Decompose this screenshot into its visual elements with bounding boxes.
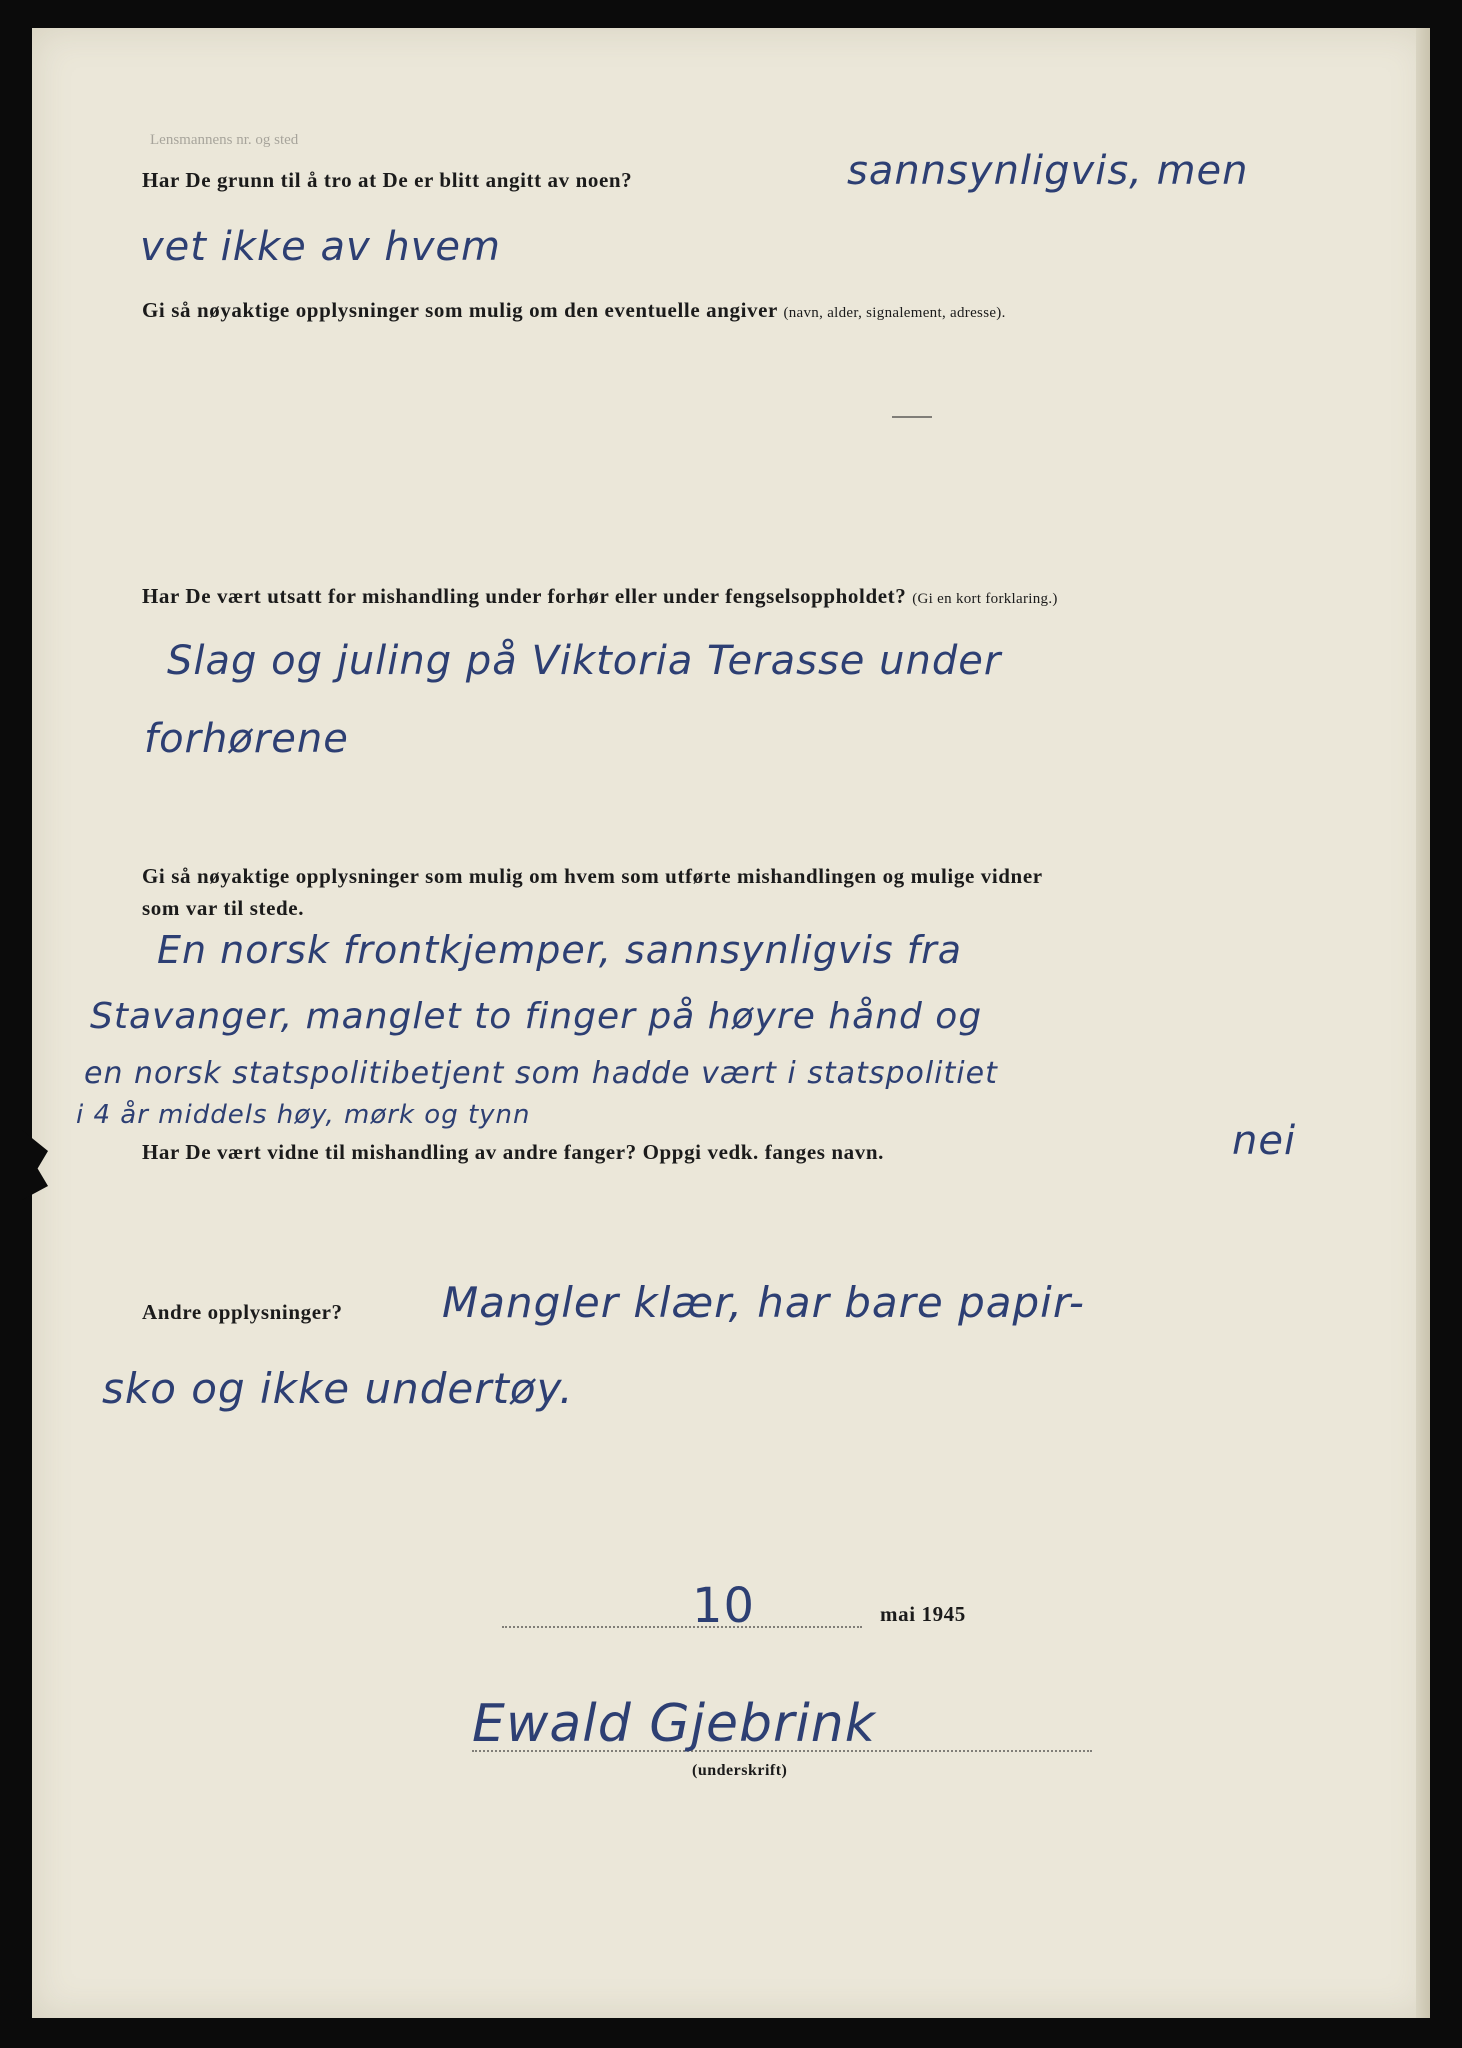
- date-month-year: mai 1945: [880, 1602, 966, 1626]
- answer-perpetrators-line4: i 4 år middels høy, mørk og tynn: [76, 1100, 531, 1130]
- answer-witness: nei: [1232, 1118, 1297, 1164]
- question-informant-text: Gi så nøyaktige opplysninger som mulig om den eventuelle angiver: [142, 298, 778, 322]
- margin-note: Lensmannens nr. og sted: [150, 132, 299, 148]
- answer-mistreatment-line1: Slag og juling på Viktoria Terasse under: [167, 638, 1002, 684]
- signature: Ewald Gjebrink: [472, 1694, 876, 1754]
- answer-perpetrators-line2: Stavanger, manglet to finger på høyre hånd og: [90, 996, 983, 1037]
- answer-other-info-line1: Mangler klær, har bare papir-: [442, 1278, 1085, 1327]
- question-perpetrators-line1: Gi så nøyaktige opplysninger som mulig om hvem som utførte mishandlingen og mulige vidner: [142, 864, 1043, 888]
- answer-denounced-line1: sannsynligvis, men: [847, 148, 1249, 194]
- question-denounced: Har De grunn til å tro at De er blitt angitt av noen?: [142, 168, 633, 192]
- answer-denounced-line2: vet ikke av hvem: [140, 224, 501, 270]
- question-informant-note: (navn, alder, signalement, adresse).: [783, 305, 1006, 321]
- answer-perpetrators-line1: En norsk frontkjemper, sannsynligvis fra: [157, 928, 963, 972]
- date-line: [502, 1626, 862, 1628]
- question-witness: Har De vært vidne til mishandling av andre fanger? Oppgi vedk. fanges navn.: [142, 1140, 884, 1164]
- question-mistreatment: [142, 584, 1058, 609]
- date-day: 10: [692, 1578, 756, 1634]
- question-mistreatment-note: (Gi en kort forklaring.): [912, 591, 1058, 607]
- question-mistreatment-text: Har De vært utsatt for mishandling under forhør eller under fengselsoppholdet?: [142, 584, 907, 608]
- question-other-info: Andre opplysninger?: [142, 1300, 343, 1324]
- divider-dash: [892, 416, 932, 418]
- answer-mistreatment-line2: forhørene: [144, 716, 349, 762]
- signature-caption: (underskrift): [692, 1762, 788, 1779]
- question-perpetrators-line2: som var til stede.: [142, 896, 305, 920]
- form-page: [32, 28, 1430, 2018]
- answer-perpetrators-line3: en norsk statspolitibetjent som hadde vært i statspolitiet: [84, 1056, 998, 1091]
- answer-other-info-line2: sko og ikke undertøy.: [102, 1364, 574, 1413]
- scan-edge: [1416, 28, 1430, 2018]
- question-informant: [142, 298, 1006, 323]
